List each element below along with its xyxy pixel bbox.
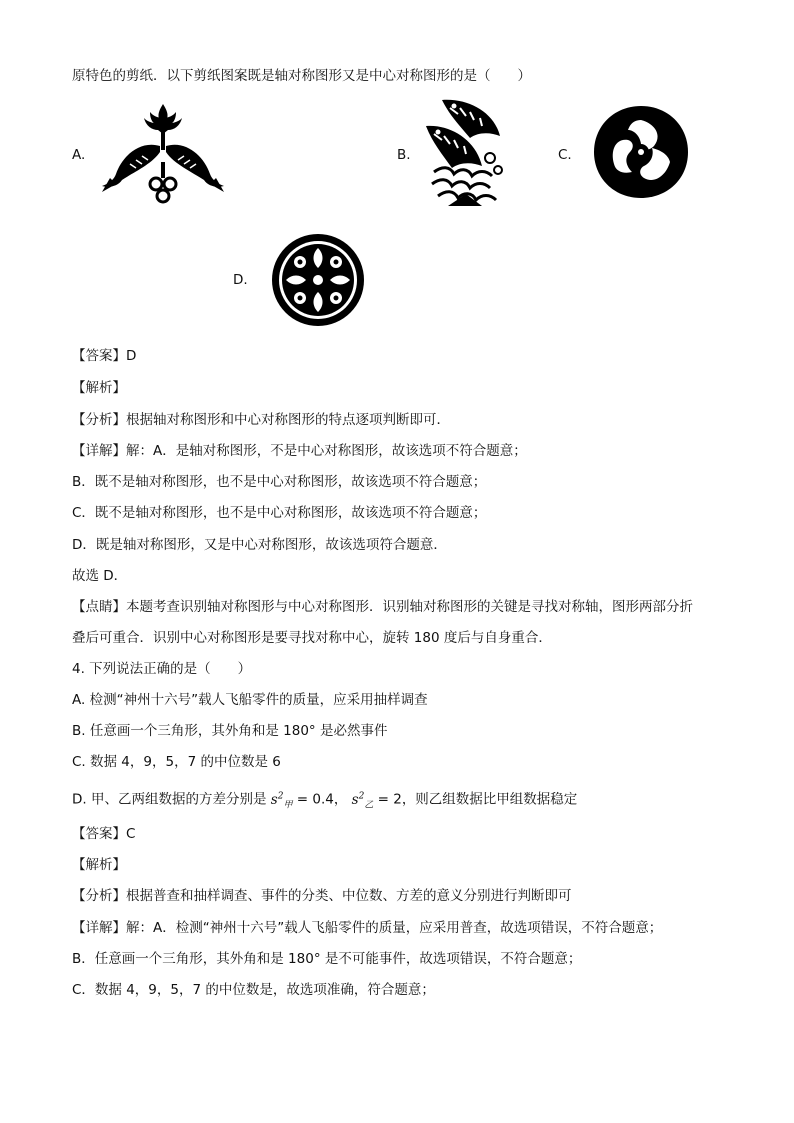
- q4-option-d-prefix: D. 甲、乙两组数据的方差分别是: [72, 791, 267, 808]
- q4-analysis-line: 【分析】根据普查和抽样调查、事件的分类、中位数、方差的意义分别进行判断即可: [72, 888, 572, 904]
- q4-analysis-heading: 【解析】: [72, 857, 126, 873]
- q4-option-b: B. 任意画一个三角形，其外角和是 180° 是必然事件: [72, 723, 388, 739]
- option-c-label: C.: [558, 147, 572, 163]
- q4-option-c: C. 数据 4，9，5，7 的中位数是 6: [72, 754, 281, 770]
- variance-value: = 0.4: [292, 791, 334, 808]
- q4-answer: 【答案】C: [72, 826, 136, 842]
- q3-analysis-line: 【点睛】本题考查识别轴对称图形与中心对称图形．识别轴对称图形的关键是寻找对称轴，图形两部分折: [72, 599, 693, 615]
- circular-four-fold-papercut: [270, 232, 366, 328]
- variance-symbol: $s^2_甲$: [270, 791, 293, 811]
- q4-analysis-line: C．数据 4，9，5，7 的中位数是，故选项准确，符合题意；: [72, 982, 435, 998]
- variance-value: = 2: [373, 791, 402, 808]
- q4-option-d: [72, 786, 577, 815]
- q4-option-a: A. 检测“神州十六号”载人飞船零件的质量，应采用抽样调查: [72, 692, 428, 708]
- q3-analysis-line: 故选 D．: [72, 568, 128, 584]
- three-fold-swirl-papercut: [588, 100, 694, 204]
- option-d-label: D.: [233, 272, 248, 288]
- double-fish-waves-papercut: [420, 96, 506, 210]
- q3-analysis-line: B．既不是轴对称图形，也不是中心对称图形，故该选项不符合题意；: [72, 474, 487, 490]
- option-a-label: A.: [72, 147, 86, 163]
- q3-analysis-line: D．既是轴对称图形，又是中心对称图形，故该选项符合题意．: [72, 537, 447, 553]
- q4-stem: 4. 下列说法正确的是（ ）: [72, 661, 252, 677]
- q3-intro: 原特色的剪纸．以下剪纸图案既是轴对称图形又是中心对称图形的是（ ）: [72, 68, 531, 84]
- q4-analysis-line: B．任意画一个三角形，其外角和是 180° 是不可能事件，故选项错误，不符合题意；: [72, 951, 582, 967]
- q4-option-d-suffix: ，则乙组数据比甲组数据稳定: [401, 791, 578, 808]
- lotus-twin-fish-papercut: [100, 100, 226, 208]
- q3-analysis-heading: 【解析】: [72, 380, 126, 396]
- q4-analysis-line: 【详解】解：A．检测“神州十六号”载人飞船零件的质量，应采用普查，故选项错误，不符合题意；: [72, 920, 663, 936]
- option-b-label: B.: [397, 147, 411, 163]
- q3-analysis-line: 【详解】解：A．是轴对称图形，不是中心对称图形，故该选项不符合题意；: [72, 443, 527, 459]
- separator: ，: [333, 791, 348, 808]
- q3-analysis-line: 【分析】根据轴对称图形和中心对称图形的特点逐项判断即可．: [72, 412, 450, 428]
- q3-analysis-line: C．既不是轴对称图形，也不是中心对称图形，故该选项不符合题意；: [72, 505, 487, 521]
- q3-answer: 【答案】D: [72, 348, 137, 364]
- variance-symbol: $s^2_乙$: [351, 791, 374, 811]
- q3-analysis-line: 叠后可重合．识别中心对称图形是要寻找对称中心，旋转 180 度后与自身重合．: [72, 630, 552, 646]
